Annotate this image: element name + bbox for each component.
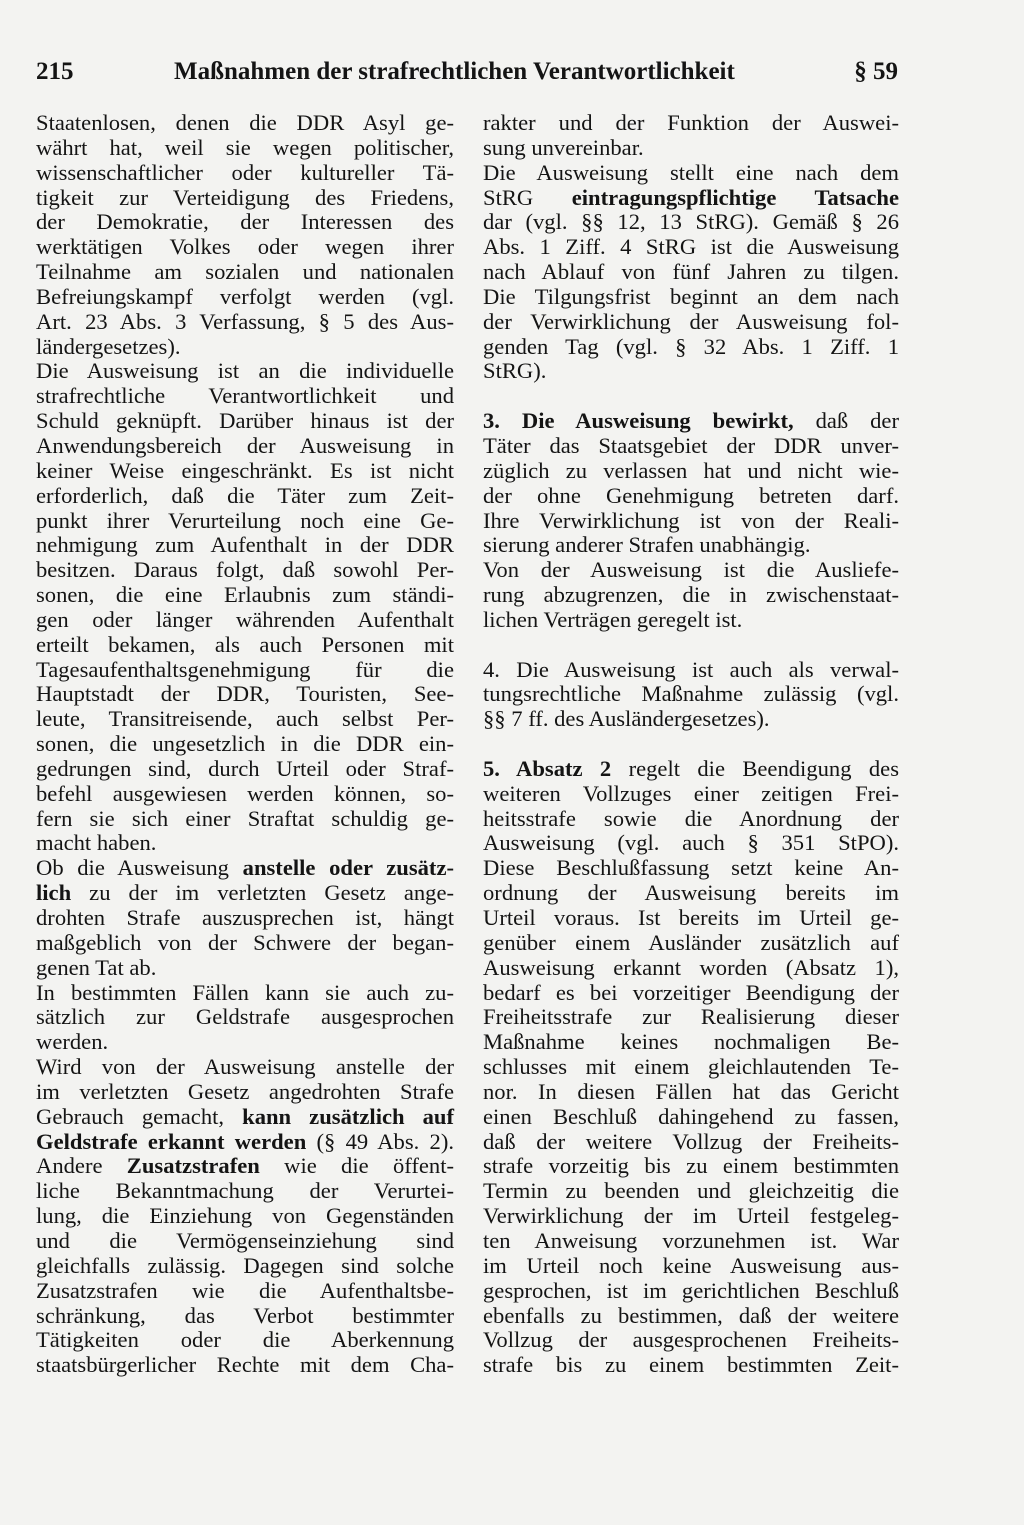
line-text: sätzlich zur Geldstrafe ausgesprochen: [36, 1004, 454, 1030]
line-text: erteilt bekamen, als auch Personen mit: [36, 631, 454, 657]
text-line: [483, 533, 899, 558]
text-line: [36, 658, 454, 683]
text-line: [36, 1254, 454, 1279]
line-text: gen oder länger währenden Aufenthalt: [36, 606, 454, 632]
text-line: [36, 856, 454, 881]
line-text: züglich zu verlassen hat und nicht wie-: [483, 457, 899, 483]
line-text: dar (vgl. §§ 12, 13 StRG). Gemäß § 26: [483, 209, 899, 235]
section-number: § 59: [854, 58, 898, 85]
line-text: Termin zu beenden und gleichzeitig die: [483, 1178, 899, 1204]
text-line: [483, 1080, 899, 1105]
line-text: Abs. 1 Ziff. 4 StRG ist die Ausweisung: [483, 234, 899, 260]
text-line: [36, 608, 454, 633]
text-line: [36, 161, 454, 186]
line-text: erforderlich, daß die Täter zum Zeit-: [36, 482, 454, 508]
line-text: Tagesaufenthaltsgenehmigung für die: [36, 656, 454, 682]
line-text: werden.: [36, 1029, 109, 1055]
bold-text: 3. Die Ausweisung bewirkt,: [483, 408, 794, 434]
line-text: Täter das Staatsgebiet der DDR unver-: [483, 432, 899, 458]
text-line: [36, 931, 454, 956]
line-text: Ob die Ausweisung: [36, 855, 243, 881]
text-line: [36, 136, 454, 161]
text-line: [483, 1005, 899, 1030]
text-line: [36, 1005, 454, 1030]
line-text: der ohne Genehmigung betreten darf.: [483, 482, 899, 508]
line-text: nehmigung zum Aufenthalt in der DDR: [36, 532, 454, 558]
line-text: Die Ausweisung stellt eine nach dem: [483, 159, 899, 185]
text-line: [36, 434, 454, 459]
text-line: [36, 1353, 454, 1378]
line-text: StRG).: [483, 358, 547, 384]
text-line: [36, 1080, 454, 1105]
line-text: schränkung, das Verbot bestimmter: [36, 1302, 454, 1328]
line-text: Befreiungskampf verfolgt werden (vgl.: [36, 283, 454, 309]
line-text: genüber einem Ausländer zusätzlich auf: [483, 929, 899, 955]
text-line: [36, 310, 454, 335]
text-line: [483, 136, 899, 161]
text-line: [483, 509, 899, 534]
line-text: strafe bis zu einem bestimmten Zeit-: [483, 1352, 899, 1378]
line-text: weiteren Vollzuges einer zeitigen Frei-: [483, 780, 899, 806]
line-text: Zusatzstrafen wie die Aufenthaltsbe-: [36, 1277, 454, 1303]
text-line: [36, 757, 454, 782]
text-line: [483, 1055, 899, 1080]
text-line: [483, 1279, 899, 1304]
text-line: [36, 1279, 454, 1304]
text-line: [483, 956, 899, 981]
text-line: [36, 682, 454, 707]
text-line: [483, 210, 899, 235]
text-line: [483, 682, 899, 707]
text-line: [36, 807, 454, 832]
line-text: einen Beschluß dahingehend zu fassen,: [483, 1103, 899, 1129]
line-text: rung abzugrenzen, die in zwischenstaat-: [483, 582, 899, 608]
text-line: [483, 434, 899, 459]
line-text: Hauptstadt der DDR, Touristen, See-: [36, 681, 454, 707]
left-column: [36, 111, 454, 1378]
text-line: [483, 1304, 899, 1329]
page-number: 215: [36, 58, 74, 85]
running-title: Maßnahmen der strafrechtlichen Verantwortlichkeit: [174, 58, 735, 85]
text-line: [483, 111, 899, 136]
line-text: im verletzten Gesetz angedrohten Strafe: [36, 1078, 454, 1104]
line-text: ten Anweisung vorzunehmen ist. War: [483, 1227, 899, 1253]
line-text: lichen Verträgen geregelt ist.: [483, 606, 743, 632]
text-line: [483, 981, 899, 1006]
text-line: [36, 260, 454, 285]
line-text: Tätigkeiten oder die Aberkennung: [36, 1327, 454, 1353]
line-text: Urteil voraus. Ist bereits im Urteil ge-: [483, 905, 899, 930]
line-text: Gebrauch gemacht,: [36, 1103, 243, 1129]
line-text: rakter und der Funktion der Auswei-: [483, 110, 899, 135]
line-text: bedarf es bei vorzeitiger Beendigung der: [483, 979, 899, 1005]
text-line: [483, 1130, 899, 1155]
bold-text: Zusatzstrafen: [126, 1153, 260, 1179]
text-line: [36, 831, 454, 856]
text-line: [483, 931, 899, 956]
text-line: [36, 409, 454, 434]
text-line: [483, 1229, 899, 1254]
line-text: gleichfalls zulässig. Dagegen sind solche: [36, 1252, 454, 1278]
line-text: Diese Beschlußfassung setzt keine An-: [483, 855, 899, 881]
text-line: [36, 533, 454, 558]
text-line: [36, 1204, 454, 1229]
line-text: Ausweisung erkannt worden (Absatz 1),: [483, 954, 899, 980]
text-line: [483, 1030, 899, 1055]
line-text: Von der Ausweisung ist die Ausliefe-: [483, 557, 899, 583]
line-text: daß der: [793, 408, 899, 434]
line-text: gedrungen sind, durch Urteil oder Straf-: [36, 755, 454, 781]
text-line: [483, 186, 899, 211]
text-line: [36, 186, 454, 211]
line-text: keiner Weise eingeschränkt. Es ist nicht: [36, 457, 454, 483]
bold-text: 5. Absatz 2: [483, 755, 612, 781]
bold-text: eintragungspflichtige Tatsache: [571, 184, 899, 210]
line-text: schlusses mit einem gleichlautenden Te-: [483, 1054, 899, 1080]
text-line: [36, 335, 454, 360]
text-line: [483, 906, 899, 931]
text-line: [36, 359, 454, 384]
line-text: drohten Strafe auszusprechen ist, hängt: [36, 905, 454, 930]
text-line: [36, 1105, 454, 1130]
text-line: [36, 981, 454, 1006]
line-text: gesprochen, ist im gerichtlichen Beschluß: [483, 1277, 899, 1303]
line-text: ebenfalls zu bestimmen, daß der weitere: [483, 1302, 899, 1328]
text-line: [483, 558, 899, 583]
line-text: genden Tag (vgl. § 32 Abs. 1 Ziff. 1: [483, 333, 899, 359]
line-text: Die Tilgungsfrist beginnt an dem nach: [483, 283, 899, 309]
line-text: regelt die Beendigung des: [611, 755, 899, 781]
line-text: Freiheitsstrafe zur Realisierung dieser: [483, 1004, 899, 1030]
line-text: werktätigen Volkes oder wegen ihrer: [36, 234, 454, 260]
text-line: [483, 161, 899, 186]
text-line: [483, 1328, 899, 1353]
line-text: tigkeit zur Verteidigung des Friedens,: [36, 184, 454, 210]
line-text: Andere: [36, 1153, 127, 1179]
text-line: [483, 285, 899, 310]
line-text: befehl ausgewiesen werden können, so-: [36, 780, 454, 806]
line-text: Art. 23 Abs. 3 Verfassung, § 5 des Aus-: [36, 308, 454, 334]
text-line: [483, 409, 899, 434]
right-column: [483, 111, 899, 1378]
text-line: [483, 310, 899, 335]
line-text: leute, Transitreisende, auch selbst Per-: [36, 706, 454, 732]
line-text: maßgeblich von der Schwere der began-: [36, 929, 454, 955]
text-line: [483, 831, 899, 856]
text-line: [36, 1179, 454, 1204]
line-text: fern sie sich einer Straftat schuldig ge-: [36, 805, 454, 831]
line-text: macht haben.: [36, 830, 157, 856]
line-text: sung unvereinbar.: [483, 134, 644, 160]
text-line: [36, 484, 454, 509]
line-text: nor. In diesen Fällen hat das Gericht: [483, 1078, 899, 1104]
line-text: sierung anderer Strafen unabhängig.: [483, 532, 811, 558]
text-line: [36, 1130, 454, 1155]
paragraph-gap: [483, 384, 899, 409]
line-text: Vollzug der ausgesprochenen Freiheits-: [483, 1327, 899, 1353]
text-line: [36, 285, 454, 310]
text-line: [36, 732, 454, 757]
line-text: Maßnahme keines nochmaligen Be-: [483, 1029, 899, 1055]
line-text: währt hat, weil sie wegen politischer,: [36, 134, 454, 160]
line-text: heitsstrafe sowie die Anordnung der: [483, 805, 899, 831]
text-line: [36, 1304, 454, 1329]
line-text: zu der im verletzten Gesetz ange-: [71, 880, 454, 906]
text-line: [483, 782, 899, 807]
text-line: [36, 1328, 454, 1353]
line-text: im Urteil noch keine Ausweisung aus-: [483, 1252, 899, 1278]
text-line: [36, 881, 454, 906]
text-line: [483, 1179, 899, 1204]
line-text: 4. Die Ausweisung ist auch als verwal-: [483, 656, 899, 682]
line-text: genen Tat ab.: [36, 954, 157, 980]
text-line: [483, 757, 899, 782]
line-text: besitzen. Daraus folgt, daß sowohl Per-: [36, 557, 454, 583]
page-header: [36, 58, 898, 98]
text-line: [36, 111, 454, 136]
text-line: [36, 509, 454, 534]
text-line: [36, 459, 454, 484]
line-text: Staatenlosen, denen die DDR Asyl ge-: [36, 110, 454, 135]
line-text: strafrechtliche Verantwortlichkeit und: [36, 383, 454, 409]
text-line: [36, 1030, 454, 1055]
text-line: [36, 707, 454, 732]
text-line: [483, 1105, 899, 1130]
paragraph-gap: [483, 633, 899, 658]
line-text: punkt ihrer Verurteilung noch eine Ge-: [36, 507, 454, 533]
text-line: [483, 359, 899, 384]
line-text: ordnung der Ausweisung bereits im: [483, 880, 899, 906]
text-line: [483, 1204, 899, 1229]
line-text: tungsrechtliche Maßnahme zulässig (vgl.: [483, 681, 899, 707]
text-line: [483, 658, 899, 683]
text-line: [483, 807, 899, 832]
text-line: [483, 583, 899, 608]
text-line: [36, 633, 454, 658]
text-line: [483, 260, 899, 285]
line-text: §§ 7 ff. des Ausländergesetzes).: [483, 706, 770, 732]
line-text: strafe vorzeitig bis zu einem bestimmten: [483, 1153, 899, 1179]
text-line: [483, 707, 899, 732]
text-line: [36, 384, 454, 409]
line-text: sonen, die ungesetzlich in die DDR ein-: [36, 731, 454, 757]
text-line: [36, 956, 454, 981]
text-line: [483, 484, 899, 509]
bold-text: kann zusätzlich auf: [242, 1103, 455, 1129]
text-line: [483, 335, 899, 360]
bold-text: lich: [36, 880, 72, 906]
line-text: daß der weitere Vollzug der Freiheits-: [483, 1128, 899, 1154]
line-text: Ausweisung (vgl. auch § 351 StPO).: [483, 830, 899, 856]
text-line: [483, 1353, 899, 1378]
line-text: Die Ausweisung ist an die individuelle: [36, 358, 454, 384]
line-text: sonen, die eine Erlaubnis zum ständi-: [36, 582, 454, 608]
text-line: [36, 782, 454, 807]
text-line: [36, 210, 454, 235]
line-text: Teilnahme am sozialen und nationalen: [36, 259, 454, 285]
text-line: [36, 1055, 454, 1080]
line-text: der Demokratie, der Interessen des: [36, 209, 454, 235]
text-line: [36, 1229, 454, 1254]
text-line: [36, 906, 454, 931]
line-text: Ihre Verwirklichung ist von der Reali-: [483, 507, 899, 533]
line-text: In bestimmten Fällen kann sie auch zu-: [36, 979, 454, 1005]
line-text: StRG: [483, 184, 572, 210]
bold-text: Geldstrafe erkannt werden: [36, 1128, 307, 1154]
text-line: [483, 608, 899, 633]
line-text: nach Ablauf von fünf Jahren zu tilgen.: [483, 259, 899, 285]
text-line: [36, 1154, 454, 1179]
line-text: der Verwirklichung der Ausweisung fol-: [483, 308, 899, 334]
line-text: lung, die Einziehung von Gegenständen: [36, 1203, 454, 1229]
text-line: [36, 583, 454, 608]
text-line: [483, 1154, 899, 1179]
line-text: Verwirklichung der im Urteil festgeleg-: [483, 1203, 899, 1229]
paragraph-gap: [483, 732, 899, 757]
text-line: [36, 235, 454, 260]
text-line: [36, 558, 454, 583]
line-text: Schuld geknüpft. Darüber hinaus ist der: [36, 408, 454, 434]
text-line: [483, 881, 899, 906]
line-text: liche Bekanntmachung der Verurtei-: [36, 1178, 454, 1204]
line-text: und die Vermögenseinziehung sind: [36, 1227, 454, 1253]
text-line: [483, 856, 899, 881]
line-text: (§ 49 Abs. 2).: [306, 1128, 454, 1154]
text-line: [483, 459, 899, 484]
bold-text: anstelle oder zusätz-: [242, 855, 454, 881]
text-line: [483, 235, 899, 260]
line-text: staatsbürgerlicher Rechte mit dem Cha-: [36, 1352, 454, 1378]
line-text: Wird von der Ausweisung anstelle der: [36, 1054, 454, 1080]
line-text: wie die öffent-: [259, 1153, 455, 1179]
line-text: wissenschaftlicher oder kultureller Tä-: [36, 159, 454, 185]
line-text: Anwendungsbereich der Ausweisung in: [36, 432, 454, 458]
line-text: ländergesetzes).: [36, 333, 181, 359]
text-line: [483, 1254, 899, 1279]
